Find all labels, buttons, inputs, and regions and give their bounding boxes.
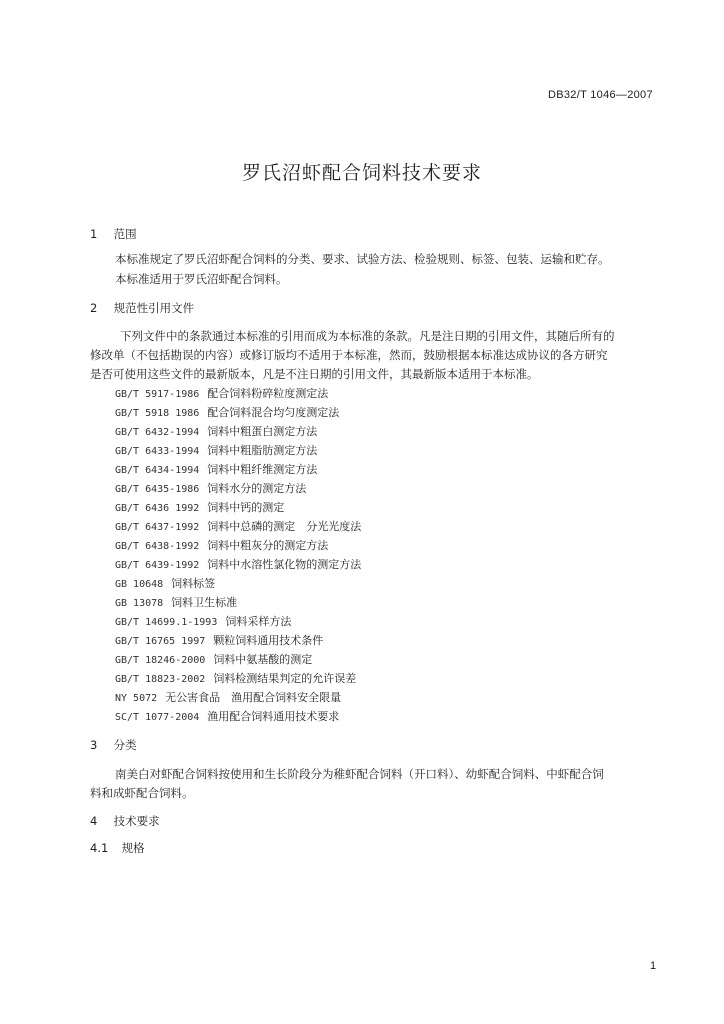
- reference-list: [115, 384, 361, 726]
- classification-line-2: 料和成虾配合饲料。: [90, 786, 194, 800]
- section-4-heading: [90, 813, 160, 829]
- section-1-heading: [90, 226, 137, 242]
- reference-item: [115, 650, 361, 669]
- section-title: 规范性引用文件: [113, 301, 195, 315]
- reference-title: 饲料中氨基酸的测定: [213, 653, 313, 666]
- reference-item: [115, 441, 361, 460]
- section-3-heading: [90, 737, 137, 753]
- reference-item: [115, 479, 361, 498]
- reference-item: [115, 688, 361, 707]
- reference-item: [115, 403, 361, 422]
- reference-title: 饲料中钙的测定: [207, 501, 285, 514]
- reference-item: [115, 384, 361, 403]
- reference-code: GB/T 6433-1994: [115, 446, 200, 457]
- classification-line-1: 南美白对虾配合饲料按使用和生长阶段分为稚虾配合饲料（开口料）、幼虾配合饲料、中虾配合饲: [115, 767, 604, 781]
- document-title: 罗氏沼虾配合饲料技术要求: [241, 162, 482, 184]
- reference-title: 配合饲料混合均匀度测定法: [207, 406, 340, 419]
- standard-code: DB32/T 1046—2007: [548, 89, 653, 101]
- section-title: 分类: [113, 738, 137, 752]
- section-title: 技术要求: [113, 814, 160, 828]
- page-number: 1: [650, 960, 657, 972]
- section-2-heading: [90, 300, 194, 316]
- reference-code: GB/T 6439-1992: [115, 560, 200, 571]
- section-4-1-heading: [90, 840, 145, 856]
- reference-item: [115, 593, 361, 612]
- section-number: 4: [90, 814, 98, 828]
- reference-title: 饲料中粗蛋白测定方法: [207, 425, 318, 438]
- reference-title: 无公害食品 渔用配合饲料安全限量: [165, 691, 342, 704]
- reference-code: GB/T 5918 1986: [115, 408, 200, 419]
- reference-item: [115, 669, 361, 688]
- reference-code: GB/T 6434-1994: [115, 465, 200, 476]
- reference-code: GB/T 6435-1986: [115, 484, 200, 495]
- reference-title: 颗粒饲料通用技术条件: [213, 634, 324, 647]
- reference-code: GB 10648: [115, 579, 164, 590]
- reference-title: 饲料中总磷的测定 分光光度法: [207, 520, 362, 533]
- reference-code: SC/T 1077-2004: [115, 712, 200, 723]
- reference-item: [115, 574, 361, 593]
- reference-item: [115, 498, 361, 517]
- reference-code: GB 13078: [115, 598, 164, 609]
- scope-paragraph-2: 本标准适用于罗氏沼虾配合饲料。: [115, 272, 288, 286]
- reference-title: 配合饲料粉碎粒度测定法: [207, 387, 329, 400]
- references-intro-line-2: 修改单（不包括勘误的内容）或修订版均不适用于本标准，然而，鼓励根据本标准达成协议的各方研究: [90, 348, 608, 362]
- reference-code: NY 5072: [115, 693, 158, 704]
- reference-title: 饲料中粗纤维测定方法: [207, 463, 318, 476]
- reference-code: GB/T 16765 1997: [115, 636, 206, 647]
- reference-code: GB/T 6432-1994: [115, 427, 200, 438]
- reference-item: [115, 612, 361, 631]
- section-title: 范围: [113, 227, 137, 241]
- reference-title: 饲料标签: [171, 577, 216, 590]
- reference-code: GB/T 6438-1992: [115, 541, 200, 552]
- reference-item: [115, 536, 361, 555]
- section-number: 2: [90, 301, 98, 315]
- reference-item: [115, 517, 361, 536]
- reference-item: [115, 460, 361, 479]
- reference-item: [115, 707, 361, 726]
- reference-title: 饲料卫生标准: [171, 596, 238, 609]
- reference-item: [115, 422, 361, 441]
- reference-title: 饲料中水溶性氯化物的测定方法: [207, 558, 362, 571]
- reference-item: [115, 631, 361, 650]
- section-number: 1: [90, 227, 98, 241]
- references-intro-line-3: 是否可使用这些文件的最新版本，凡是不注日期的引用文件，其最新版本适用于本标准。: [90, 367, 539, 381]
- section-number: 4.1: [90, 841, 109, 855]
- reference-title: 饲料中粗脂肪测定方法: [207, 444, 318, 457]
- reference-code: GB/T 18246-2000: [115, 655, 206, 666]
- reference-code: GB/T 6436 1992: [115, 503, 200, 514]
- reference-code: GB/T 6437-1992: [115, 522, 200, 533]
- reference-title: 饲料水分的测定方法: [207, 482, 307, 495]
- reference-item: [115, 555, 361, 574]
- section-number: 3: [90, 738, 98, 752]
- references-intro-line-1: 下列文件中的条款通过本标准的引用而成为本标准的条款。凡是注日期的引用文件，其随后所有的: [120, 329, 615, 343]
- reference-code: GB/T 5917-1986: [115, 389, 200, 400]
- reference-title: 渔用配合饲料通用技术要求: [207, 710, 340, 723]
- reference-title: 饲料中粗灰分的测定方法: [207, 539, 329, 552]
- reference-title: 饲料采样方法: [225, 615, 292, 628]
- reference-code: GB/T 14699.1-1993: [115, 617, 218, 628]
- reference-title: 饲料检测结果判定的允许误差: [213, 672, 357, 685]
- reference-code: GB/T 18823-2002: [115, 674, 206, 685]
- section-title: 规格: [121, 841, 145, 855]
- scope-paragraph-1: 本标准规定了罗氏沼虾配合饲料的分类、要求、试验方法、检验规则、标签、包装、运输和贮存。: [115, 252, 610, 266]
